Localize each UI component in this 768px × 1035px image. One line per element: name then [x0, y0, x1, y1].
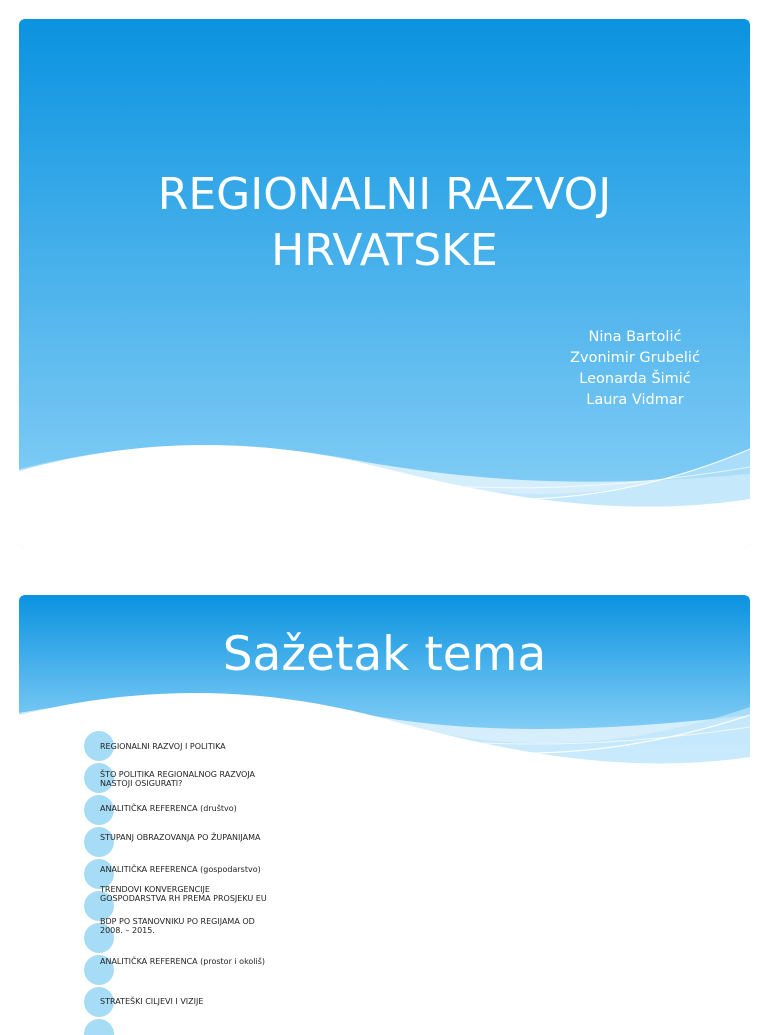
list-item: [81, 1016, 301, 1035]
list-item: [81, 952, 301, 982]
topic-text: ŠTO POLITIKA REGIONALNOG RAZVOJA NASTOJI OSIGURATI?: [100, 770, 256, 788]
author-name: Zvonimir Grubelić: [570, 350, 700, 366]
title-slide[interactable]: [19, 19, 750, 548]
topic-text: ANALITIČKA REFERENCA (prostor i okoliš): [100, 957, 266, 966]
list-item: [81, 760, 301, 790]
author-name: Laura Vidmar: [586, 392, 684, 408]
topic-text: REGIONALNI RAZVOJ I POLITIKA: [100, 742, 226, 751]
authors-list: [519, 327, 750, 411]
topic-text: TRENDOVI KONVERGENCIJE GOSPODARSTVA RH PREMA PROSJEKU EU: [100, 885, 267, 903]
author-name: Leonarda Šimić: [579, 371, 691, 387]
bullet-circle-icon: [84, 827, 114, 857]
list-item: [81, 917, 301, 950]
bullet-circle-icon: [84, 1019, 114, 1035]
presentation-title: [19, 167, 750, 279]
list-item: [81, 856, 301, 886]
list-item: [81, 984, 301, 1014]
topic-text: ANALITIČKA REFERENCA (društvo): [100, 804, 237, 813]
topic-text: BDP PO STANOVNIKU PO REGIJAMA OD 2008. – 2015.: [100, 917, 255, 935]
slide-title: Sažetak tema: [222, 627, 547, 682]
summary-slide[interactable]: [19, 595, 750, 1035]
title-line-2: HRVATSKE: [271, 225, 498, 276]
title-line-1: REGIONALNI RAZVOJ: [157, 169, 612, 220]
list-item: [81, 824, 301, 854]
slide-background: [19, 19, 750, 548]
list-item: [81, 885, 301, 918]
list-item: [81, 728, 301, 758]
topic-text: STUPANJ OBRAZOVANJA PO ŽUPANIJAMA: [100, 833, 261, 842]
list-item: [81, 792, 301, 822]
topic-text: STRATEŠKI CILJEVI I VIZIJE: [100, 997, 204, 1006]
topic-text: ANALITIČKA REFERENCA (gospodarstvo): [100, 865, 261, 874]
author-name: Nina Bartolić: [588, 329, 682, 345]
